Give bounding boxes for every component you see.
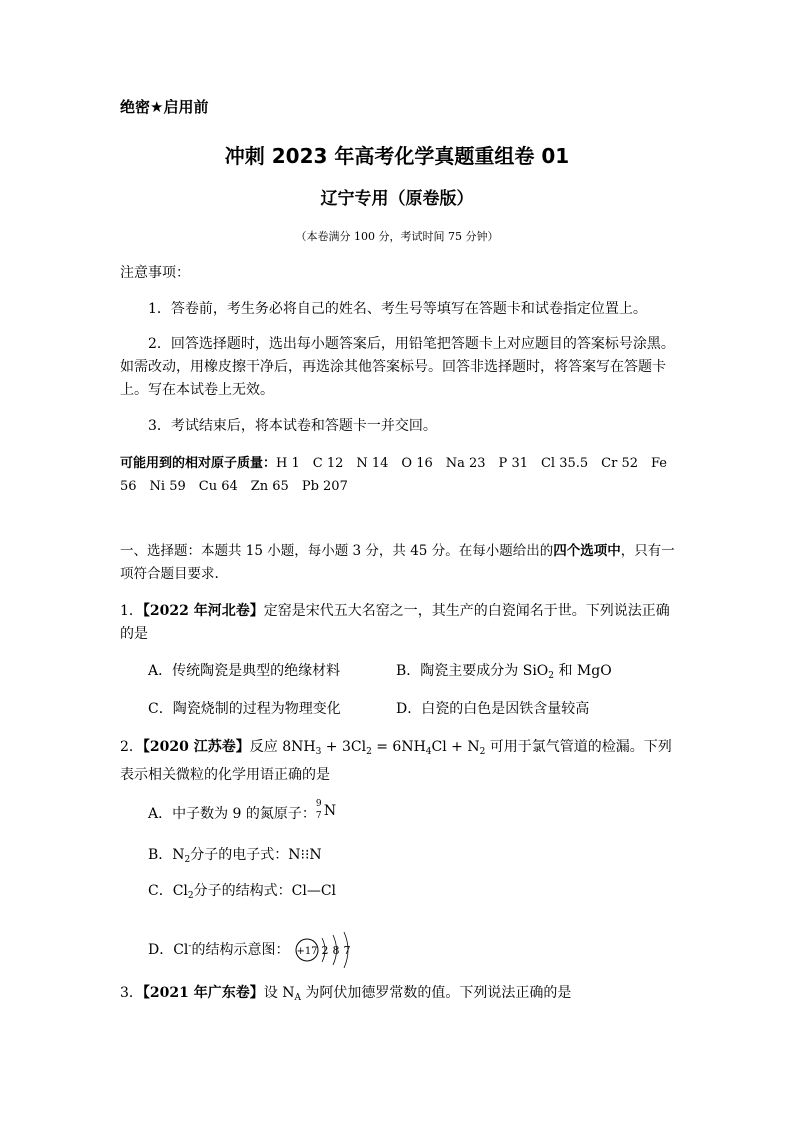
superscript: - [188,941,192,952]
notes-heading: 注意事项： [120,265,190,281]
option-text: B．N [148,847,185,863]
section-heading-prefix: 一、选择题：本题共 15 小题，每小题 3 分，共 45 分。在每小题给出的 [120,543,554,559]
question-number: 1． [120,603,143,619]
atomic-number: 7 [315,811,322,821]
option-text: A．中子数为 9 的氮原子： [148,806,316,822]
electron-formula: N⁝⁝N [288,847,322,863]
exam-subtitle: 辽宁专用（原卷版） [320,189,474,209]
shell-electrons: 8 [332,944,340,957]
structural-formula: Cl—Cl [291,883,337,899]
q1-option-c[interactable]: C．陶瓷烧制的过程为物理变化 [148,701,341,717]
mass-number: 9 [315,799,322,809]
atom-structure-diagram [294,930,360,970]
note-item-1: 1．答卷前，考生务必将自己的姓名、考生号等填写在答题卡和试卷指定位置上。 [148,301,647,317]
exam-title: 冲刺 2023 年高考化学真题重组卷 01 [224,144,570,168]
subscript: A [294,993,301,1003]
section-heading-suffix: ，只有一项符合题目要求. [120,543,675,582]
equation-text: 反应 8NH [249,739,316,755]
q1-option-b[interactable] [396,660,612,681]
equation-text: + 3Cl [321,739,367,755]
question-stem: 为阿伏加德罗常数的值。下列说法正确的是 [300,985,572,1001]
q2-option-a[interactable] [148,799,337,823]
subscript: 2 [479,747,486,757]
question-stem: 定窑是宋代五大名窑之一，其生产的白瓷闻名于世。下列说法正确的是 [120,603,670,642]
subscript: 2 [548,671,555,681]
question-source: 【2021 年广东卷】 [142,985,264,1001]
note-item-3: 3．考试结束后，将本试卷和答题卡一并交回。 [148,418,437,434]
q2-option-c[interactable] [148,880,336,901]
subscript: 2 [184,855,191,865]
q2-option-b[interactable] [148,844,322,865]
question-source: 【2022 年河北卷】 [142,603,264,619]
nucleus-charge: +17 [296,946,318,957]
option-text: D．Cl [148,942,189,958]
subscript: 2 [187,891,194,901]
question-stem: 设 N [263,985,295,1001]
subscript: 2 [366,747,372,757]
option-text: 分子的电子式： [190,847,289,863]
confidential-label: 绝密★启用前 [120,98,209,116]
question-number: 3． [120,985,143,1001]
element-symbol: N [323,803,337,819]
subscript: 4 [425,747,432,757]
q1-option-a[interactable]: A．传统陶瓷是典型的绝缘材料 [148,663,341,679]
section-heading-bold: 四个选项中 [553,543,621,559]
subscript: 3 [315,747,322,757]
q1-option-d[interactable]: D．白瓷的白色是因铁含量较高 [396,701,590,717]
note-item-2: 2．回答选择题时，选出每小题答案后，用铅笔把答题卡上对应题目的答案标号涂黑。如需改动，用橡皮擦干净后，再选涂其他答案标号。回答非选择题时，将答案写在答题卡上。写在本试卷上无效。 [120,336,675,398]
atomic-mass-list [120,452,680,498]
shell-electrons: 2 [321,944,329,957]
option-text: 分子的结构式： [193,883,292,899]
equation-text: = 6NH [371,739,426,755]
exam-info: （本卷满分 100 分，考试时间 75 分钟） [295,230,499,243]
question-number: 2． [120,739,143,755]
shell-electrons: 7 [343,944,351,957]
question-2 [120,736,680,787]
question-source: 【2020 江苏卷】 [142,739,250,755]
option-text: C．Cl [148,883,188,899]
option-text: B．陶瓷主要成分为 SiO [396,663,549,679]
option-text: 的结构示意图： [191,942,290,958]
question-stem: 可用于氯气管道的检漏。下列表示相关微粒的化学用语正确的是 [120,739,672,783]
nuclide-symbol [315,799,337,822]
equation-text: Cl + N [431,739,480,755]
section-heading [120,540,680,586]
option-text: 和 MgO [554,663,612,679]
atomic-mass-label: 可能用到的相对原子质量： [120,456,277,471]
atomic-mass-values: H 1 C 12 N 14 O 16 Na 23 P 31 Cl 35.5 Cr 52 Fe 56 Ni 59 Cu 64 Zn 65 Pb 207 [120,456,667,494]
question-1 [120,600,680,646]
question-3 [120,982,680,1010]
q2-option-d[interactable] [148,930,360,970]
